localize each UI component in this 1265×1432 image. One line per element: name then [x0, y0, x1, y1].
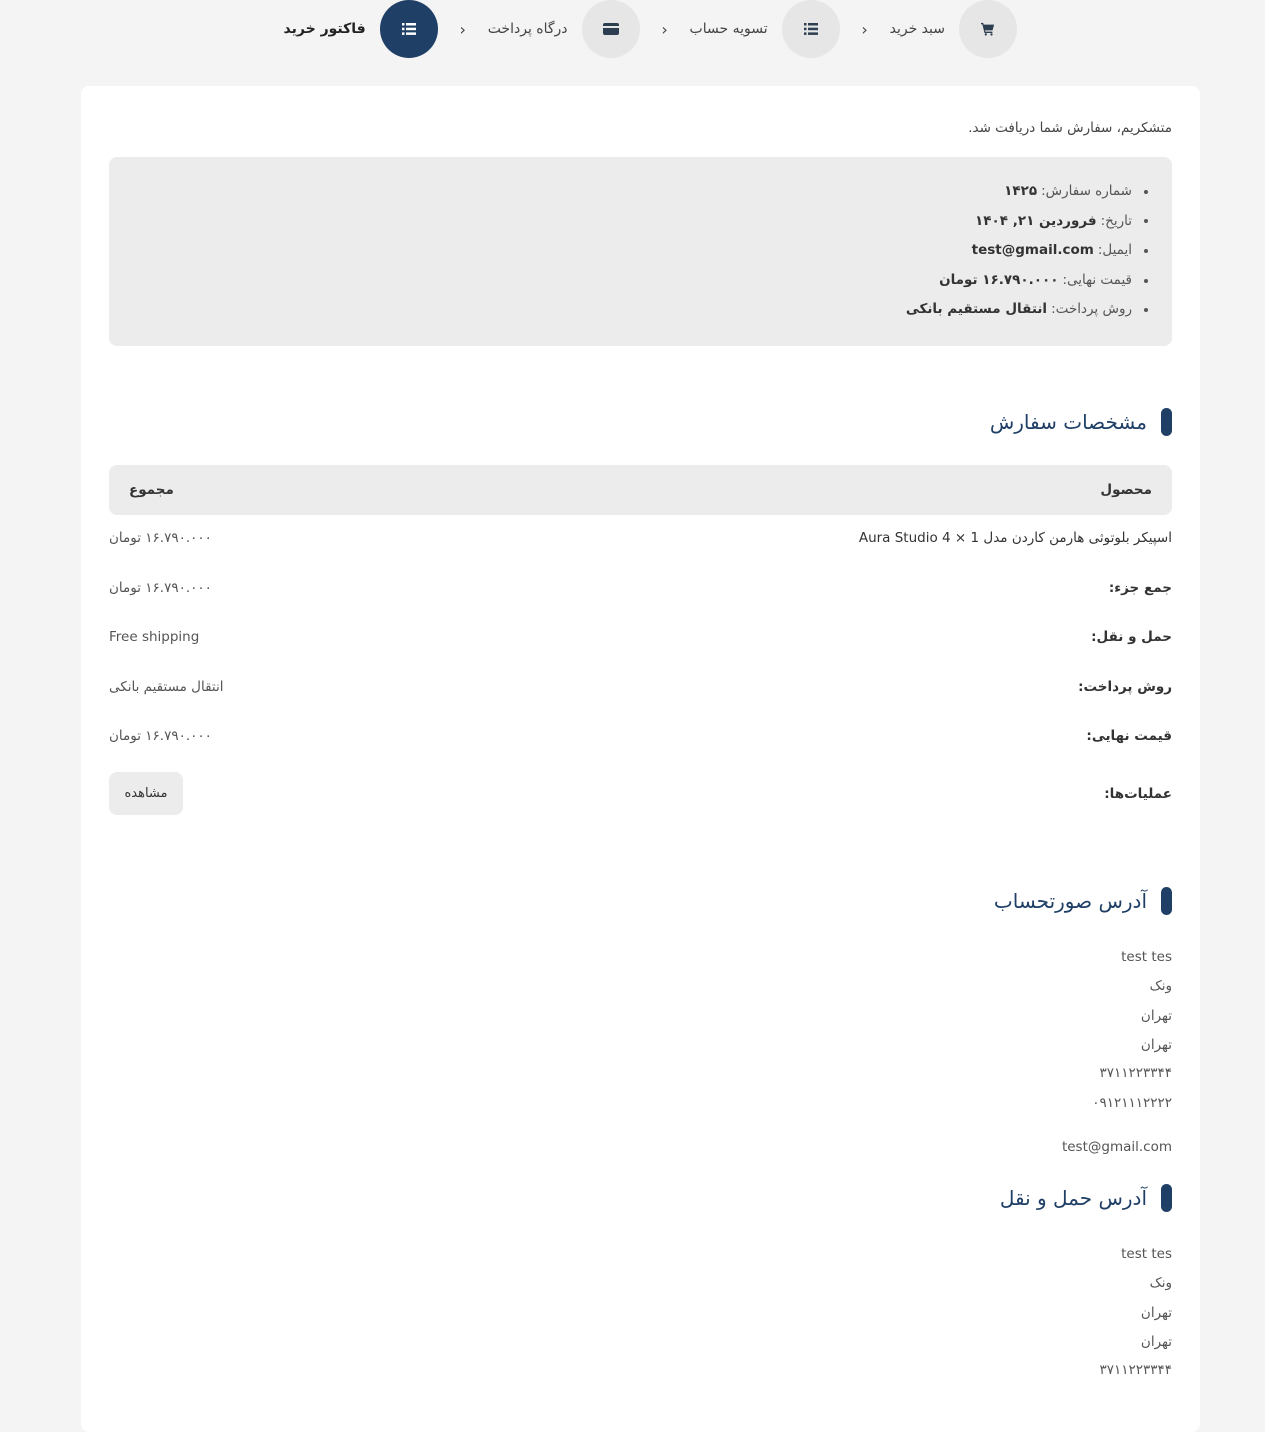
thanks-message: متشکریم، سفارش شما دریافت شد.: [968, 120, 1172, 136]
shipping-line: تهران: [1140, 1334, 1172, 1350]
section-title: مشخصات سفارش: [989, 410, 1147, 434]
shipping-line: تهران: [1140, 1305, 1172, 1321]
row-value: انتقال مستقیم بانکی: [109, 679, 224, 695]
step-cart[interactable]: [890, 0, 1017, 58]
col-total: مجموع: [129, 482, 174, 498]
row-label: قیمت نهایی:: [1086, 728, 1172, 744]
table-row: [109, 724, 1172, 748]
summary-label: تاریخ:: [1100, 212, 1132, 229]
row-value: ۱۶.۷۹۰.۰۰۰ تومان: [109, 530, 212, 546]
billing-address-heading: [994, 887, 1172, 915]
heading-accent: [1161, 1184, 1172, 1212]
step-label: تسویه حساب: [689, 21, 768, 37]
summary-value: ۱۴۲۵: [1004, 183, 1038, 199]
shipping-address-heading: [1000, 1184, 1172, 1212]
summary-label: شماره سفارش:: [1041, 183, 1132, 199]
step-invoice[interactable]: [284, 0, 438, 58]
order-summary: [109, 157, 1172, 346]
summary-item: [109, 177, 1148, 207]
table-row: [109, 576, 1172, 600]
list-icon: [380, 0, 438, 58]
bullet-icon: [1144, 190, 1148, 194]
summary-value: انتقال مستقیم بانکی: [905, 301, 1048, 318]
summary-item: [109, 295, 1148, 325]
step-label: فاکتور خرید: [283, 21, 366, 37]
billing-line: تهران: [1140, 1008, 1172, 1024]
row-value: ۱۶.۷۹۰.۰۰۰ تومان: [109, 580, 212, 596]
step-checkout[interactable]: [690, 0, 840, 58]
row-value: ۱۶.۷۹۰.۰۰۰ تومان: [109, 728, 212, 744]
billing-phone: ۳۷۱۱۲۲۳۳۴۴: [1099, 1065, 1172, 1081]
step-payment[interactable]: [488, 0, 640, 58]
shipping-line: test tes: [1121, 1246, 1172, 1262]
summary-item: [109, 266, 1148, 296]
summary-label: قیمت نهایی:: [1062, 271, 1132, 288]
order-table-header: [109, 465, 1172, 515]
bullet-icon: [1144, 308, 1148, 312]
table-row: [109, 772, 1172, 815]
table-row: [109, 625, 1172, 649]
step-label: درگاه پرداخت: [487, 21, 568, 37]
row-label: عملیات‌ها:: [1104, 785, 1172, 802]
heading-accent: [1161, 408, 1172, 436]
bullet-icon: [1144, 279, 1148, 283]
row-value: Free shipping: [109, 629, 200, 645]
summary-value: فروردین ۲۱, ۱۴۰۴: [975, 212, 1097, 229]
bullet-icon: [1144, 219, 1148, 223]
billing-mobile: ۰۹۱۲۱۱۱۲۲۲۲: [1092, 1095, 1172, 1111]
row-label: حمل و نقل:: [1091, 629, 1172, 645]
product-name[interactable]: اسپیکر بلوتوثی هارمن کاردن مدل Aura Studio 4 × 1: [858, 530, 1172, 546]
bullet-icon: [1144, 249, 1148, 253]
cart-icon: [959, 0, 1017, 58]
summary-value: test@gmail.com: [971, 242, 1094, 259]
heading-accent: [1161, 887, 1172, 915]
chevron-left-icon: ‹: [459, 19, 466, 39]
step-label: سبد خرید: [889, 21, 945, 37]
col-product: محصول: [1100, 482, 1152, 498]
chevron-left-icon: ‹: [661, 19, 668, 39]
summary-item: [109, 236, 1148, 266]
summary-value: ۱۶.۷۹۰.۰۰۰ تومان: [939, 271, 1059, 288]
summary-label: ایمیل:: [1097, 242, 1132, 259]
billing-line: test tes: [1121, 949, 1172, 965]
checkout-progress: [284, 0, 1017, 58]
card-icon: [582, 0, 640, 58]
list-icon: [782, 0, 840, 58]
billing-line: تهران: [1140, 1037, 1172, 1053]
billing-line: ونک: [1149, 978, 1172, 994]
row-label: روش پرداخت:: [1078, 679, 1172, 695]
summary-item: [109, 207, 1148, 237]
order-received-card: [81, 86, 1200, 1432]
shipping-phone: ۳۷۱۱۲۲۳۳۴۴: [1099, 1362, 1172, 1378]
section-title: آدرس حمل و نقل: [999, 1186, 1147, 1210]
table-row: [109, 675, 1172, 699]
summary-label: روش پرداخت:: [1051, 301, 1132, 318]
billing-email[interactable]: test@gmail.com: [1061, 1139, 1172, 1155]
shipping-line: ونک: [1149, 1275, 1172, 1291]
order-details-heading: [990, 408, 1172, 436]
section-title: آدرس صورتحساب: [993, 889, 1147, 913]
row-label: جمع جزء:: [1108, 580, 1172, 596]
chevron-left-icon: ‹: [861, 19, 868, 39]
view-order-button[interactable]: مشاهده: [109, 772, 183, 815]
table-row: [109, 526, 1172, 550]
